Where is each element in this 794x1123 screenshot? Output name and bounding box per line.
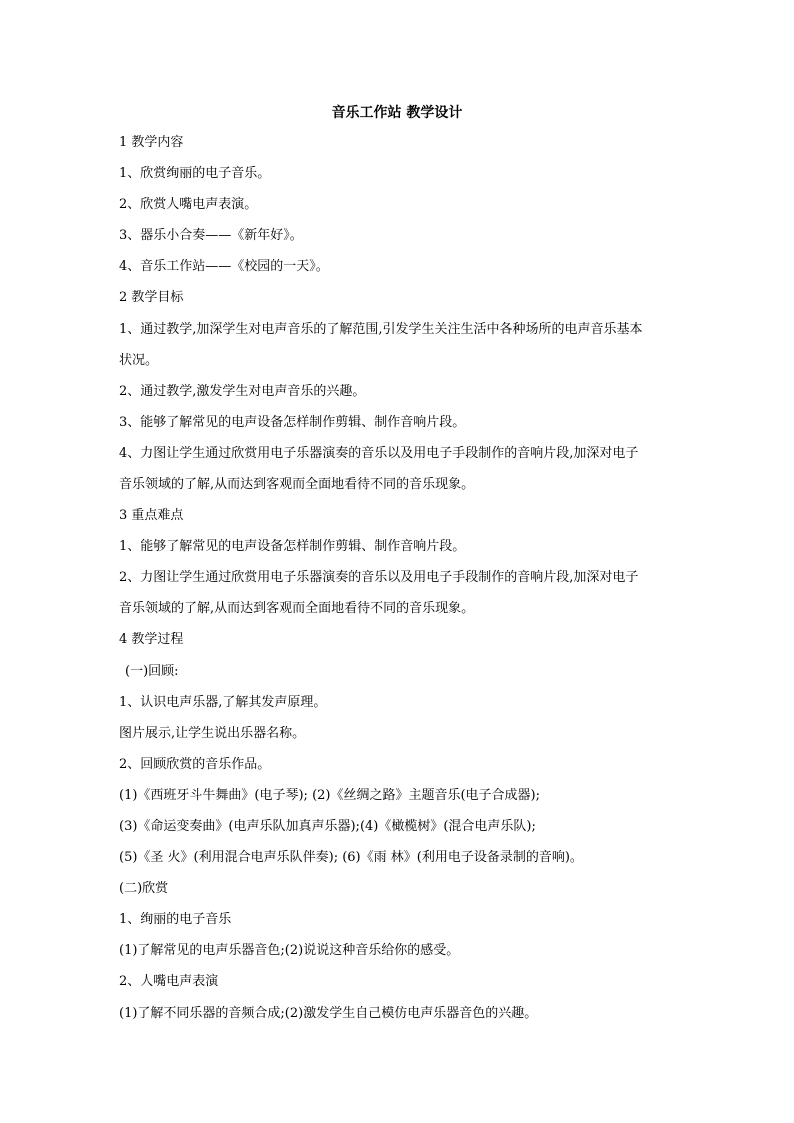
appreciation-item-1: 1、绚丽的电子音乐 bbox=[119, 912, 232, 928]
review-item-2: 2、回顾欣赏的音乐作品。 bbox=[119, 756, 271, 772]
key-point-2: 2、力图让学生通过欣赏用电子乐器演奏的音乐以及用电子手段制作的音响片段,加深对电子 bbox=[119, 570, 639, 586]
goal-item-3: 3、能够了解常见的电声设备怎样制作剪辑、制作音响片段。 bbox=[119, 414, 466, 430]
content-item-1: 1、欣赏绚丽的电子音乐。 bbox=[119, 166, 271, 182]
review-item-1: 1、认识电声乐器,了解其发声原理。 bbox=[119, 694, 327, 710]
content-item-4: 4、音乐工作站——《校园的一天》。 bbox=[119, 259, 329, 275]
section-heading-process: 4 教学过程 bbox=[119, 632, 184, 648]
goal-item-4: 4、力图让学生通过欣赏用电子乐器演奏的音乐以及用电子手段制作的音响片段,加深对电子 bbox=[119, 445, 639, 461]
subsection-appreciation: (二)欣赏 bbox=[119, 881, 169, 897]
key-point-2-continued: 音乐领域的了解,从而达到客观而全面地看待不同的音乐现象。 bbox=[119, 601, 475, 617]
goal-item-4-continued: 音乐领域的了解,从而达到客观而全面地看待不同的音乐现象。 bbox=[119, 476, 475, 492]
works-list-line-2: (3)《命运变奏曲》(电声乐队加真声乐器);(4)《橄榄树》(混合电声乐队); bbox=[119, 818, 536, 834]
goal-item-1-continued: 状况。 bbox=[119, 352, 159, 368]
works-list-line-3: (5)《圣 火》(利用混合电声乐队伴奏); (6)《雨 林》(利用电子设备录制的音响)。 bbox=[119, 850, 583, 866]
key-point-1: 1、能够了解常见的电声设备怎样制作剪辑、制作音响片段。 bbox=[119, 539, 466, 555]
document-title: 音乐工作站 教学设计 bbox=[331, 105, 463, 121]
review-item-1-note: 图片展示,让学生说出乐器名称。 bbox=[119, 725, 306, 741]
section-heading-goals: 2 教学目标 bbox=[119, 290, 184, 306]
content-item-2: 2、欣赏人嘴电声表演。 bbox=[119, 197, 258, 213]
section-heading-key-points: 3 重点难点 bbox=[119, 508, 184, 524]
subsection-review: (一)回顾: bbox=[125, 663, 179, 679]
document-body bbox=[119, 133, 679, 1035]
works-list-line-1: (1)《西班牙斗牛舞曲》(电子琴); (2)《丝绸之路》主题音乐(电子合成器); bbox=[119, 787, 541, 803]
section-heading-content: 1 教学内容 bbox=[119, 135, 184, 150]
goal-item-1: 1、通过教学,加深学生对电声音乐的了解范围,引发学生关注生活中各种场所的电声音乐基本 bbox=[119, 321, 643, 337]
appreciation-item-2: 2、人嘴电声表演 bbox=[119, 974, 219, 990]
goal-item-2: 2、通过教学,激发学生对电声音乐的兴趣。 bbox=[119, 383, 366, 399]
appreciation-item-1-detail: (1)了解常见的电声乐器音色;(2)说说这种音乐给你的感受。 bbox=[119, 943, 460, 959]
content-item-3: 3、器乐小合奏——《新年好》。 bbox=[119, 228, 303, 244]
appreciation-item-2-detail: (1)了解不同乐器的音频合成;(2)激发学生自己模仿电声乐器音色的兴趣。 bbox=[119, 1005, 538, 1021]
